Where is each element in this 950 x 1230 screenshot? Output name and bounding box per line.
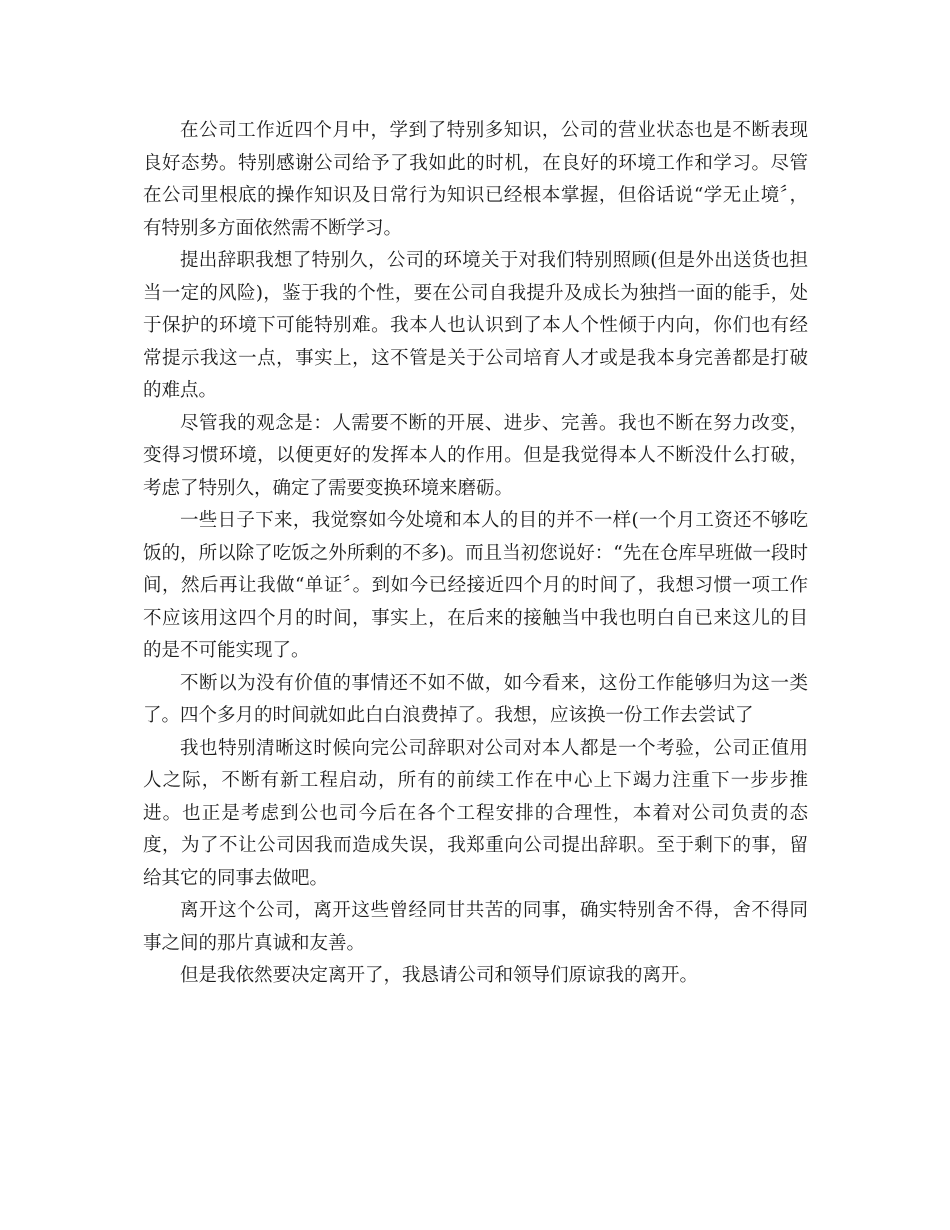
paragraph-4: 一些日子下来，我觉察如今处境和本人的目的并不一样(一个月工资还不够吃饭的，所以除了吃饭之外所剩的不多)。而且当初您说好：“先在仓库早班做一段时间，然后再让我做“单证〞。到如今已经接近四个月的时间了，我想习惯一项工作不应该用这四个月的时间，事实上，在后来的接触当中我也明白自已来这儿的目的是不可能实现了。 — [143, 510, 808, 661]
paragraph-1: 在公司工作近四个月中，学到了特别多知识，公司的营业状态也是不断表现良好态势。特别感谢公司给予了我如此的时机，在良好的环境工作和学习。尽管在公司里根底的操作知识及日常行为知识已经根本掌握，但俗话说“学无止境〞，有特别多方面依然需不断学习。 — [143, 120, 808, 239]
paragraph-7: 离开这个公司，离开这些曾经同甘共苦的同事，确实特别舍不得，舍不得同事之间的那片真诚和友善。 — [143, 900, 808, 954]
paragraph-5: 不断以为没有价值的事情还不如不做，如今看来，这份工作能够归为这一类了。四个多月的时间就如此白白浪费掉了。我想，应该换一份工作去尝试了 — [143, 672, 808, 726]
letter-body — [143, 115, 808, 993]
paragraph-2: 提出辞职我想了特别久，公司的环境关于对我们特别照顾(但是外出送货也担当一定的风险)，鉴于我的个性，要在公司自我提升及成长为独挡一面的能手，处于保护的环境下可能特别难。我本人也认识到了本人个性倾于内向，你们也有经常提示我这一点，事实上，这不管是关于公司培育人才或是我本身完善都是打破的难点。 — [143, 250, 808, 401]
paragraph-3: 尽管我的观念是：人需要不断的开展、进步、完善。我也不断在努力改变，变得习惯环境，以便更好的发挥本人的作用。但是我觉得本人不断没什么打破，考虑了特别久，确定了需要变换环境来磨砺。 — [143, 412, 808, 499]
paragraph-6: 我也特别清晰这时候向完公司辞职对公司对本人都是一个考验，公司正值用人之际，不断有新工程启动，所有的前续工作在中心上下竭力注重下一步步推进。也正是考虑到公也司今后在各个工程安排的合理性，本着对公司负责的态度，为了不让公司因我而造成失误，我郑重向公司提出辞职。至于剩下的事，留给其它的同事去做吧。 — [143, 737, 808, 889]
paragraph-8: 但是我依然要决定离开了，我恳请公司和领导们原谅我的离开。 — [180, 965, 699, 986]
